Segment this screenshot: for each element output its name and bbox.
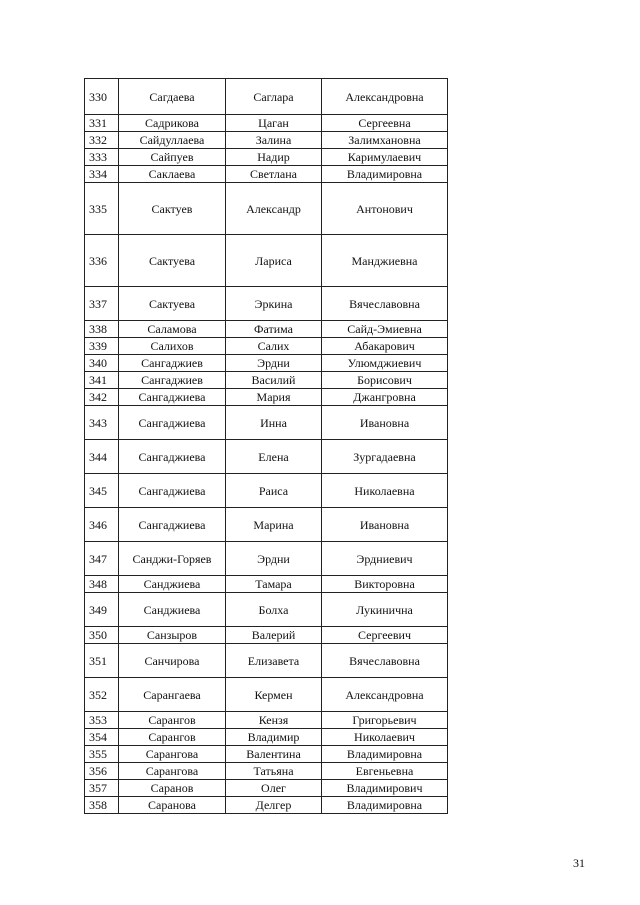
first-name-cell: Василий: [226, 372, 322, 389]
last-name-cell: Санджи-Горяев: [119, 542, 226, 576]
table-row: [85, 287, 448, 321]
last-name-cell: Санджиева: [119, 593, 226, 627]
last-name-cell: Сарангова: [119, 763, 226, 780]
table-row: [85, 508, 448, 542]
table-row: [85, 542, 448, 576]
table-row: [85, 474, 448, 508]
first-name-cell: Татьяна: [226, 763, 322, 780]
patronymic-cell: Залимхановна: [322, 132, 448, 149]
table-row: [85, 79, 448, 115]
last-name-cell: Сактуева: [119, 287, 226, 321]
patronymic-cell: Сайд-Эмиевна: [322, 321, 448, 338]
row-number-cell: 337: [85, 287, 119, 321]
row-number-cell: 344: [85, 440, 119, 474]
row-number-cell: 352: [85, 678, 119, 712]
row-number-cell: 341: [85, 372, 119, 389]
row-number-cell: 332: [85, 132, 119, 149]
last-name-cell: Саранова: [119, 797, 226, 814]
patronymic-cell: Абакарович: [322, 338, 448, 355]
table-row: [85, 763, 448, 780]
table-row: [85, 338, 448, 355]
last-name-cell: Санджиева: [119, 576, 226, 593]
patronymic-cell: Манджиевна: [322, 235, 448, 287]
last-name-cell: Сактуев: [119, 183, 226, 235]
row-number-cell: 336: [85, 235, 119, 287]
table-row: [85, 149, 448, 166]
names-table-body: [85, 79, 448, 814]
table-row: [85, 132, 448, 149]
row-number-cell: 339: [85, 338, 119, 355]
first-name-cell: Кермен: [226, 678, 322, 712]
patronymic-cell: Владимировна: [322, 746, 448, 763]
last-name-cell: Сангаджиева: [119, 508, 226, 542]
last-name-cell: Сангаджиев: [119, 372, 226, 389]
first-name-cell: Болха: [226, 593, 322, 627]
patronymic-cell: Улюмджиевич: [322, 355, 448, 372]
last-name-cell: Сангаджиева: [119, 474, 226, 508]
patronymic-cell: Ивановна: [322, 406, 448, 440]
patronymic-cell: Александровна: [322, 678, 448, 712]
patronymic-cell: Николаевна: [322, 474, 448, 508]
row-number-cell: 333: [85, 149, 119, 166]
first-name-cell: Эркина: [226, 287, 322, 321]
table-row: [85, 593, 448, 627]
table-row: [85, 440, 448, 474]
names-table: [84, 78, 448, 814]
patronymic-cell: Евгеньевна: [322, 763, 448, 780]
row-number-cell: 342: [85, 389, 119, 406]
last-name-cell: Саранов: [119, 780, 226, 797]
patronymic-cell: Викторовна: [322, 576, 448, 593]
last-name-cell: Сангаджиева: [119, 389, 226, 406]
last-name-cell: Сангаджиева: [119, 406, 226, 440]
table-row: [85, 389, 448, 406]
first-name-cell: Эрдни: [226, 542, 322, 576]
last-name-cell: Саклаева: [119, 166, 226, 183]
last-name-cell: Санчирова: [119, 644, 226, 678]
row-number-cell: 350: [85, 627, 119, 644]
first-name-cell: Валентина: [226, 746, 322, 763]
first-name-cell: Кензя: [226, 712, 322, 729]
first-name-cell: Салих: [226, 338, 322, 355]
first-name-cell: Надир: [226, 149, 322, 166]
row-number-cell: 353: [85, 712, 119, 729]
first-name-cell: Саглара: [226, 79, 322, 115]
patronymic-cell: Вячеславовна: [322, 644, 448, 678]
table-row: [85, 166, 448, 183]
last-name-cell: Сактуева: [119, 235, 226, 287]
last-name-cell: Саламова: [119, 321, 226, 338]
last-name-cell: Сарангаева: [119, 678, 226, 712]
first-name-cell: Валерий: [226, 627, 322, 644]
first-name-cell: Елизавета: [226, 644, 322, 678]
table-row: [85, 712, 448, 729]
table-row: [85, 183, 448, 235]
last-name-cell: Сангаджиева: [119, 440, 226, 474]
row-number-cell: 340: [85, 355, 119, 372]
table-row: [85, 746, 448, 763]
row-number-cell: 347: [85, 542, 119, 576]
row-number-cell: 343: [85, 406, 119, 440]
table-row: [85, 406, 448, 440]
first-name-cell: Лариса: [226, 235, 322, 287]
patronymic-cell: Зургадаевна: [322, 440, 448, 474]
patronymic-cell: Антонович: [322, 183, 448, 235]
first-name-cell: Тамара: [226, 576, 322, 593]
row-number-cell: 334: [85, 166, 119, 183]
table-row: [85, 372, 448, 389]
patronymic-cell: Сергеевна: [322, 115, 448, 132]
row-number-cell: 338: [85, 321, 119, 338]
patronymic-cell: Григорьевич: [322, 712, 448, 729]
row-number-cell: 346: [85, 508, 119, 542]
table-row: [85, 678, 448, 712]
last-name-cell: Санзыров: [119, 627, 226, 644]
first-name-cell: Марина: [226, 508, 322, 542]
last-name-cell: Сагдаева: [119, 79, 226, 115]
first-name-cell: Фатима: [226, 321, 322, 338]
last-name-cell: Сайпуев: [119, 149, 226, 166]
page-number: 31: [573, 856, 585, 870]
first-name-cell: Мария: [226, 389, 322, 406]
table-row: [85, 576, 448, 593]
last-name-cell: Сарангов: [119, 712, 226, 729]
patronymic-cell: Владимирович: [322, 780, 448, 797]
patronymic-cell: Александровна: [322, 79, 448, 115]
patronymic-cell: Сергеевич: [322, 627, 448, 644]
last-name-cell: Сайдуллаева: [119, 132, 226, 149]
first-name-cell: Делгер: [226, 797, 322, 814]
first-name-cell: Олег: [226, 780, 322, 797]
table-row: [85, 321, 448, 338]
table-row: [85, 115, 448, 132]
row-number-cell: 356: [85, 763, 119, 780]
first-name-cell: Залина: [226, 132, 322, 149]
patronymic-cell: Джангровна: [322, 389, 448, 406]
first-name-cell: Светлана: [226, 166, 322, 183]
table-row: [85, 644, 448, 678]
table-row: [85, 729, 448, 746]
last-name-cell: Садрикова: [119, 115, 226, 132]
patronymic-cell: Ивановна: [322, 508, 448, 542]
row-number-cell: 357: [85, 780, 119, 797]
patronymic-cell: Вячеславовна: [322, 287, 448, 321]
table-row: [85, 235, 448, 287]
table-row: [85, 780, 448, 797]
first-name-cell: Инна: [226, 406, 322, 440]
patronymic-cell: Лукинична: [322, 593, 448, 627]
last-name-cell: Сарангов: [119, 729, 226, 746]
row-number-cell: 330: [85, 79, 119, 115]
patronymic-cell: Владимировна: [322, 797, 448, 814]
patronymic-cell: Каримулаевич: [322, 149, 448, 166]
patronymic-cell: Владимировна: [322, 166, 448, 183]
patronymic-cell: Николаевич: [322, 729, 448, 746]
row-number-cell: 331: [85, 115, 119, 132]
row-number-cell: 348: [85, 576, 119, 593]
first-name-cell: Елена: [226, 440, 322, 474]
first-name-cell: Александр: [226, 183, 322, 235]
row-number-cell: 345: [85, 474, 119, 508]
first-name-cell: Цаган: [226, 115, 322, 132]
table-row: [85, 627, 448, 644]
last-name-cell: Сангаджиев: [119, 355, 226, 372]
patronymic-cell: Борисович: [322, 372, 448, 389]
patronymic-cell: Эрдниевич: [322, 542, 448, 576]
table-row: [85, 355, 448, 372]
first-name-cell: Владимир: [226, 729, 322, 746]
last-name-cell: Сарангова: [119, 746, 226, 763]
row-number-cell: 335: [85, 183, 119, 235]
table-row: [85, 797, 448, 814]
first-name-cell: Эрдни: [226, 355, 322, 372]
row-number-cell: 354: [85, 729, 119, 746]
row-number-cell: 355: [85, 746, 119, 763]
last-name-cell: Салихов: [119, 338, 226, 355]
row-number-cell: 351: [85, 644, 119, 678]
row-number-cell: 349: [85, 593, 119, 627]
first-name-cell: Раиса: [226, 474, 322, 508]
row-number-cell: 358: [85, 797, 119, 814]
